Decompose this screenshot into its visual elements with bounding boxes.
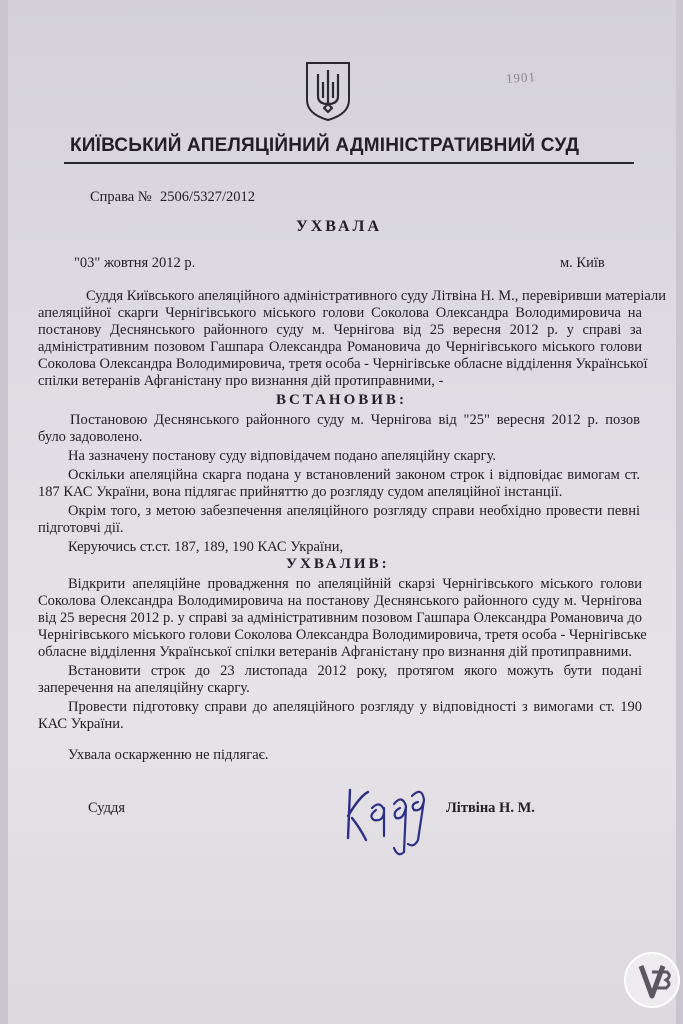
intro-line: апеляційної скарги Чернігівського міського голови Соколова Олександра Володимировича на <box>38 305 642 321</box>
decided-line: заперечення на апеляційну скаргу. <box>38 680 250 696</box>
established-line: Керуючись ст.ст. 187, 189, 190 КАС України, <box>68 539 344 555</box>
decided-line: Відкрити апеляційне провадження по апеляційній скарзі Чернігівського міського голови <box>68 576 642 592</box>
established-line: 187 КАС України, вона підлягає прийняттю до розгляду судом апеляційної інстанції. <box>38 484 563 500</box>
established-line: підготовчі дії. <box>38 520 124 536</box>
established-line: Постановою Деснянського районного суду м. Чернігова від "25" вересня 2012 р. позов <box>70 412 640 428</box>
document-title: УХВАЛА <box>296 218 382 235</box>
signature-role: Суддя <box>88 800 126 816</box>
decided-heading: УХВАЛИВ: <box>286 556 390 572</box>
established-line: Оскільки апеляційна скарга подана у встановлений законом строк і відповідає вимогам ст. <box>68 467 640 483</box>
decided-line: Чернігівського міського голови Соколова Олександра Володимировича, третя особа - Чернігівське <box>38 627 647 643</box>
intro-line: Соколова Олександра Володимировича, третя особа - Чернігівське обласне відділення Української <box>38 356 648 372</box>
decided-line: КАС України. <box>38 716 124 732</box>
established-line: Окрім того, з метою забезпечення апеляційного розгляду справи необхідно провести певні <box>68 503 640 519</box>
intro-line: спілки ветеранів Афганістану про визнання дій протиправними, - <box>38 373 444 389</box>
trident-coat-of-arms-icon <box>304 60 352 122</box>
intro-line: Суддя Київського апеляційного адміністративного суду Літвіна Н. М., перевіривши матеріали <box>86 288 666 304</box>
court-name: КИЇВСЬКИЙ АПЕЛЯЦІЙНИЙ АДМІНІСТРАТИВНИЙ СУД <box>70 135 580 156</box>
case-number-label: Справа № <box>90 189 152 205</box>
header-divider <box>64 162 634 164</box>
established-line: було задоволено. <box>38 429 143 445</box>
document-date: "03" жовтня 2012 р. <box>74 255 196 271</box>
decided-line: від 25 вересня 2012 р. у справі за адміністративним позовом Гашпара Олександра Романовича до <box>38 610 642 626</box>
document-city: м. Київ <box>560 255 605 271</box>
established-line: На зазначену постанову суду відповідачем подано апеляційну скаргу. <box>68 448 497 464</box>
watermark-logo <box>622 950 682 1010</box>
registration-stamp: 1901 <box>505 68 537 87</box>
document-page <box>8 0 676 1024</box>
intro-line: постанову Деснянського районного суду м. Чернігова від 25 вересня 2012 р. у справі за <box>38 322 642 338</box>
signature-name: Літвіна Н. М. <box>446 800 535 816</box>
decided-line: Встановити строк до 23 листопада 2012 року, протягом якого можуть бути подані <box>68 663 642 679</box>
not-appealable-note: Ухвала оскарженню не підлягає. <box>68 747 269 763</box>
decided-line: обласне відділення Української спілки ветеранів Афганістану про визнання дій протиправними. <box>38 644 632 660</box>
handwritten-signature <box>338 778 438 858</box>
case-number: 2506/5327/2012 <box>160 189 256 205</box>
established-heading: ВСТАНОВИВ: <box>276 392 407 408</box>
intro-line: адміністративним позовом Гашпара Олександра Романовича до Чернігівського міського голови <box>38 339 642 355</box>
decided-line: Соколова Олександра Володимировича на постанову Деснянського районного суду м. Чернігова <box>38 593 642 609</box>
decided-line: Провести підготовку справи до апеляційного розгляду у відповідності з вимогами ст. 190 <box>68 699 642 715</box>
